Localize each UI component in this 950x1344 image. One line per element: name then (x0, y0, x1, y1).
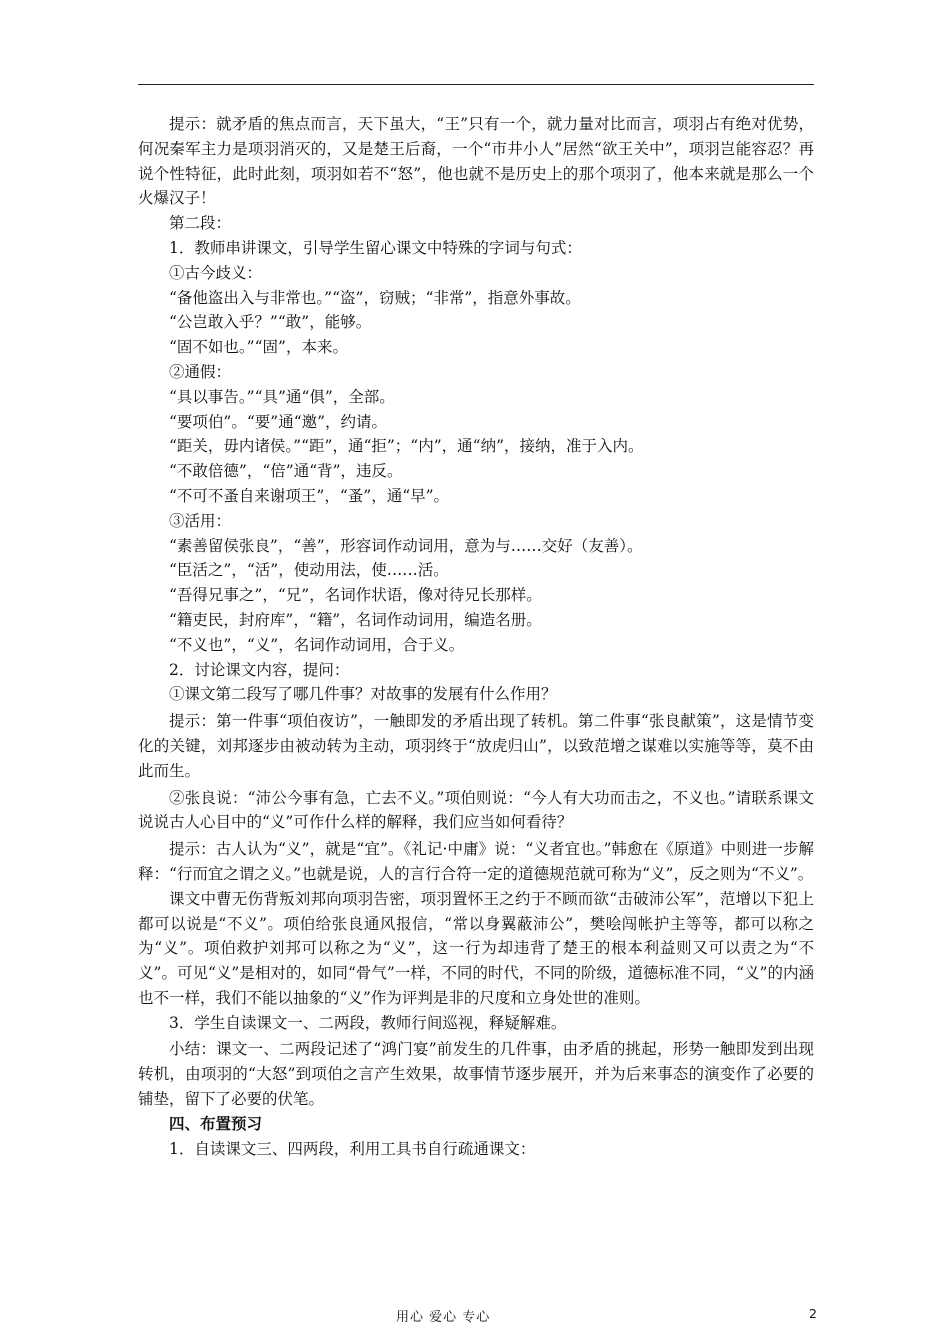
paragraph: “不义也”，“义”，名词作动词用，合于义。 (169, 635, 465, 654)
paragraph: ①古今歧义： (169, 263, 263, 282)
document-body (138, 112, 814, 1161)
paragraph: ②张良说：“沛公今事有急，亡去不义。”项伯则说：“今人有大功而击之，不义也。”请联系课文说说古人心目中的“义”可作什么样的解释，我们应当如何看待？ (138, 788, 814, 832)
paragraph: ①课文第二段写了哪几件事？对故事的发展有什么作用？ (169, 685, 557, 704)
paragraph: 提示：第一件事“项伯夜访”，一触即发的矛盾出现了转机。第二件事“张良献策”，这是情节变化的关键，刘邦逐步由被动转为主动，项羽终于“放虎归山”，以致范增之谋难以实施等等，莫不由此而生。 (138, 712, 814, 780)
paragraph: 小结：课文一、二两段记述了“鸿门宴”前发生的几件事，由矛盾的挑起，形势一触即发到出现转机，由项羽的“大怒”到项伯之言产生效果，故事情节逐步展开，并为后来事态的演变作了必要的铺垫，留下了必要的伏笔。 (138, 1040, 814, 1109)
paragraph: “公岂敢入乎？”“敢”，能够。 (169, 313, 372, 332)
paragraph: “不敢倍德”，“倍”通“背”，违反。 (169, 462, 403, 481)
paragraph: ③活用： (169, 511, 232, 530)
header-rule (138, 84, 814, 85)
section-heading: 四、布置预习 (169, 1113, 263, 1133)
footer-text: 用心 爱心 专心 (396, 1310, 491, 1325)
paragraph: 1．教师串讲课文，引导学生留心课文中特殊的字词与句式： (169, 238, 582, 257)
paragraph: 3．学生自读课文一、二两段，教师行间巡视，释疑解难。 (169, 1013, 567, 1032)
paragraph: 课文中曹无伤背叛刘邦向项羽告密，项羽置怀王之约于不顾而欲“击破沛公军”，范增以下犯上都可以说是“不义”。项伯给张良通风报信，“常以身翼蔽沛公”，樊哙闯帐护主等等，都可以称之为“义”。项伯救护刘邦可以称之为“义”，这一行为却违背了楚王的根本利益则又可以责之为“不义”。可见“义”是相对的，如同“骨气”一样，不同的时代，不同的阶级，道德标准不同，“义”的内涵也不一样，我们不能以抽象的“义”作为评判是非的尺度和立身处世的准则。 (138, 889, 814, 1007)
paragraph: “固不如也。”“固”，本来。 (169, 338, 348, 357)
paragraph: 第二段： (169, 214, 232, 233)
paragraph: 2．讨论课文内容，提问： (169, 660, 350, 679)
paragraph: “素善留侯张良”，“善”，形容词作动词用，意为与……交好（友善）。 (169, 536, 643, 555)
paragraph: “距关，毋内诸侯。”“距”，通“拒”；“内”，通“纳”，接纳，准于入内。 (169, 437, 644, 456)
paragraph: “臣活之”，“活”，使动用法，使……活。 (169, 561, 449, 580)
paragraph: 提示：就矛盾的焦点而言，天下虽大，“王”只有一个，就力量对比而言，项羽占有绝对优势，何况秦军主力是项羽消灭的，又是楚王后裔，一个“市井小人”居然“欲王关中”，项羽岂能容忍？再说个性特征，此时此刻，项羽如若不“怒”，他也就不是历史上的那个项羽了，他本来就是那么一个火爆汉子！ (138, 115, 814, 208)
paragraph: “不可不蚤自来谢项王”，“蚤”，通“早”。 (169, 486, 450, 505)
paragraph: “备他盗出入与非常也。”“盗”，窃贼；“非常”，指意外事故。 (169, 288, 581, 307)
paragraph: “具以事告。”“具”通“俱”，全部。 (169, 387, 395, 406)
paragraph: “籍吏民，封府库”，“籍”，名词作动词用，编造名册。 (169, 610, 542, 629)
page-number: 2 (809, 1306, 817, 1321)
paragraph: 提示：古人认为“义”，就是“宜”。《礼记·中庸》说：“义者宜也。”韩愈在《原道》中则进一步解释：“行而宜之谓之义。”也就是说，人的言行合符一定的道德规范就可称为“义”，反之则为“不义”。 (138, 840, 814, 883)
paragraph: “要项伯”。“要”通“邀”，约请。 (169, 412, 388, 431)
paragraph: ②通假： (169, 362, 232, 381)
paragraph: 1．自读课文三、四两段，利用工具书自行疏通课文： (169, 1139, 536, 1158)
paragraph: “吾得兄事之”，“兄”，名词作状语，像对待兄长那样。 (169, 586, 542, 605)
